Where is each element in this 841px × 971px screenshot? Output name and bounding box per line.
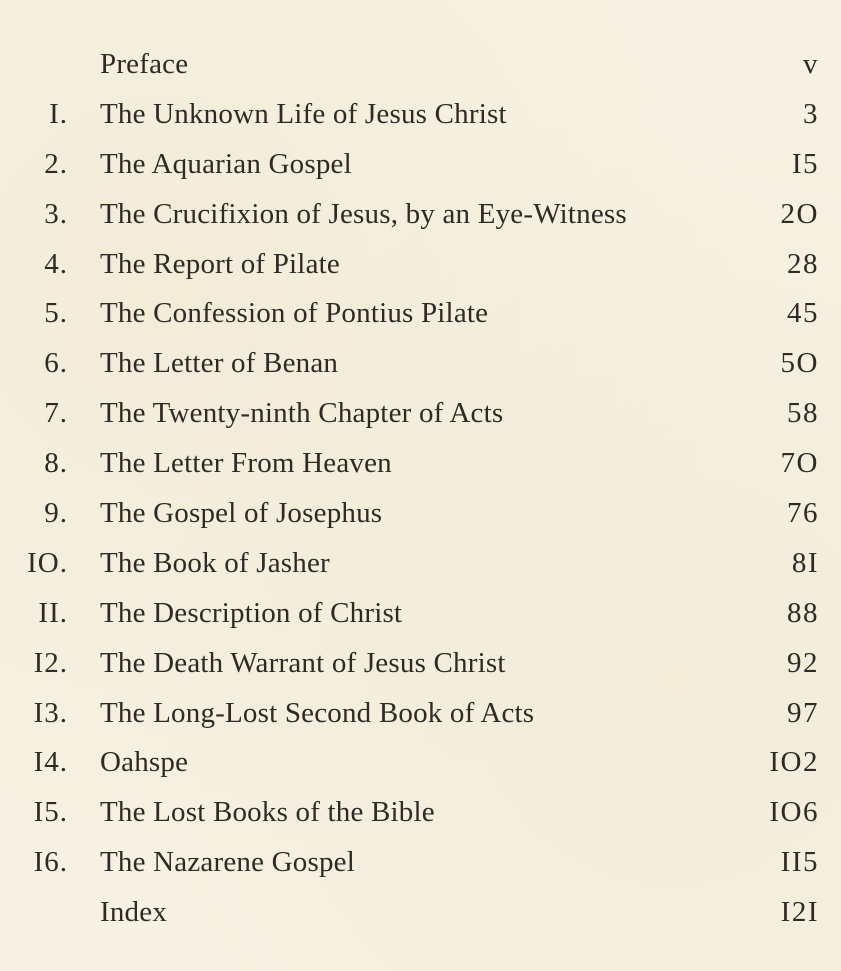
chapter-number: I2. [33,646,68,679]
chapter-title: The Twenty-ninth Chapter of Acts [100,397,504,430]
toc-entry [0,787,841,837]
chapter-number: 6. [44,347,68,380]
page-number: 7O [780,447,819,480]
chapter-number: 4. [44,247,68,280]
toc-entry [0,438,841,488]
page-number: 5O [780,347,819,380]
page-number: 92 [787,646,819,679]
chapter-title: The Long-Lost Second Book of Acts [100,696,535,729]
chapter-number: I5. [33,796,68,829]
chapter-title: The Aquarian Gospel [100,147,352,180]
toc-entry [0,89,841,139]
chapter-number: 9. [44,497,68,530]
chapter-title: The Letter From Heaven [100,447,392,480]
toc-entry [0,538,841,588]
chapter-number: I3. [33,696,68,729]
toc-entry [0,588,841,638]
page-number: IO6 [769,796,819,829]
chapter-title: Preface [100,48,189,80]
chapter-title: The Letter of Benan [100,347,339,380]
page-number: 3 [803,97,819,130]
page-number: 88 [787,596,819,629]
chapter-number: I. [49,97,68,130]
chapter-title: The Report of Pilate [100,247,340,280]
toc-entry [0,338,841,388]
toc-entry [0,688,841,738]
chapter-number: 2. [44,147,68,180]
page-number: IO2 [769,746,819,779]
toc-entry [0,488,841,538]
chapter-title: The Crucifixion of Jesus, by an Eye-Witness [100,197,627,230]
chapter-title: Oahspe [100,746,189,779]
table-of-contents [0,39,841,937]
chapter-title: The Death Warrant of Jesus Christ [100,646,506,679]
page-number: I5 [791,147,819,180]
toc-entry [0,139,841,189]
chapter-number: 5. [44,297,68,330]
chapter-number: I6. [33,846,68,879]
page-number: v [803,48,819,80]
chapter-title: The Gospel of Josephus [100,497,383,530]
chapter-title: The Nazarene Gospel [100,846,356,879]
chapter-title: Index [100,896,168,929]
toc-entry-preface [0,39,841,89]
toc-entry [0,388,841,438]
page-number: I2I [780,896,819,929]
chapter-number: 3. [44,197,68,230]
toc-entry [0,638,841,688]
toc-entry [0,239,841,289]
chapter-number: 7. [44,397,68,430]
toc-entry [0,837,841,887]
toc-entry-index [0,887,841,937]
chapter-number: 8. [44,447,68,480]
chapter-title: The Lost Books of the Bible [100,796,435,829]
toc-entry [0,288,841,338]
page-number: 28 [787,247,819,280]
page-number: 45 [787,297,819,330]
chapter-number: II. [38,596,68,629]
page-number: 76 [787,497,819,530]
chapter-title: The Confession of Pontius Pilate [100,297,489,330]
chapter-number: IO. [27,546,68,579]
chapter-title: The Book of Jasher [100,546,330,579]
page-number: 97 [787,696,819,729]
toc-entry [0,189,841,239]
chapter-number: I4. [33,746,68,779]
page-number: II5 [780,846,819,879]
page-number: 58 [787,397,819,430]
chapter-title: The Description of Christ [100,596,403,629]
page-number: 2O [780,197,819,230]
page-number: 8I [791,546,819,579]
chapter-title: The Unknown Life of Jesus Christ [100,97,507,130]
toc-entry [0,737,841,787]
